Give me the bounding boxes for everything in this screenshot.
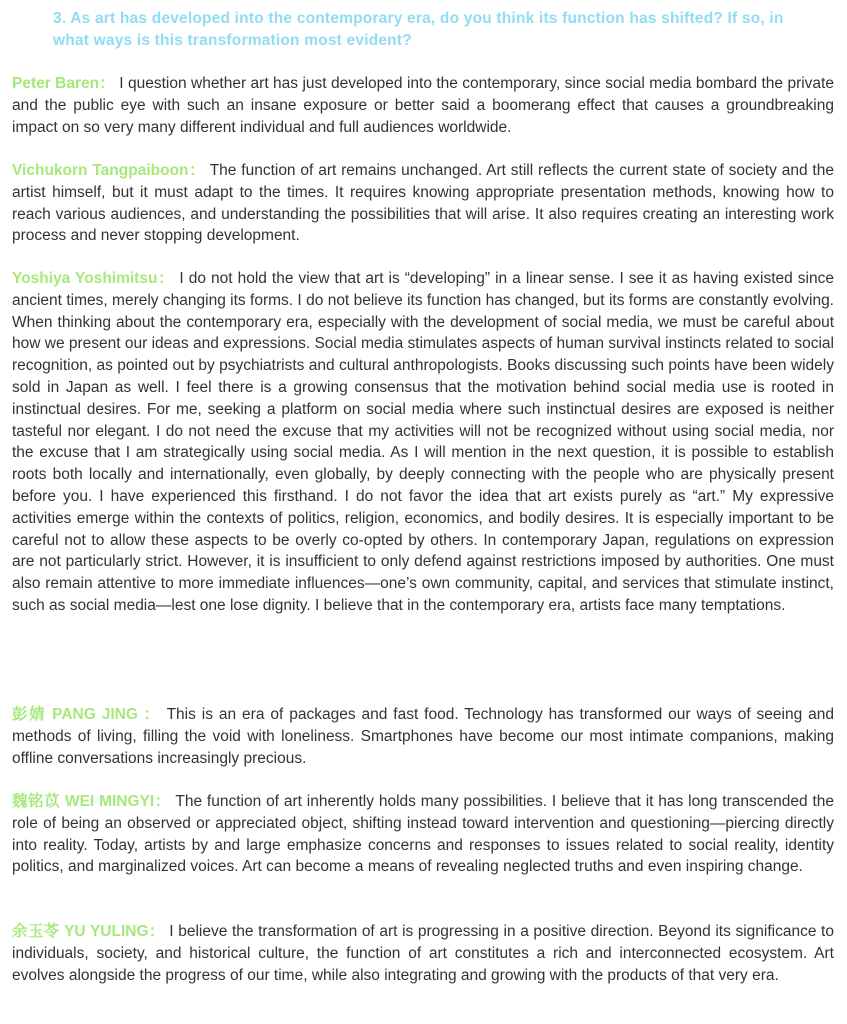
answer-text: I believe the transformation of art is progressing in a positive direction. Beyond its significance to individuals, society, and historical culture, the function of art constitutes a rich and interconnected ecosystem. Art evolves alongside the progress of our time, while also integrating and growing with the products of that very era. (12, 923, 834, 984)
answer-text: I question whether art has just developed into the contemporary, since social media bombard the private and the public eye with such an insane exposure or better said a boomerang effect that causes a groundbreaking impact on so very many different individual and full audiences worldwide. (12, 75, 834, 136)
answer-peter-baren (12, 73, 834, 138)
speaker-name: 彭婧 PANG JING (12, 706, 138, 723)
speaker-name: Vichukorn Tangpaiboon (12, 162, 189, 179)
speaker-name: Yoshiya Yoshimitsu (12, 270, 158, 287)
answer-pang-jing (12, 704, 834, 769)
answer-text: The function of art inherently holds many possibilities. I believe that it has long transcended the role of being an observed or appreciated object, shifting instead toward intervention and questioning—piercing directly into reality. Today, artists by and large emphasize concerns and responses to issues related to social reality, identity politics, and marginalized voices. Art can become a means of revealing neglected truths and even inspiring change. (12, 793, 834, 876)
speaker-separator: ： (188, 162, 206, 179)
speaker-separator: ： (148, 923, 165, 940)
speaker-name: 余玉苓 YU YULING (12, 923, 149, 940)
speaker-name: Peter Baren (12, 75, 100, 92)
speaker-name: 魏铭苡 WEI MINGYI (12, 793, 155, 810)
answer-text: The function of art remains unchanged. Art still reflects the current state of society and the artist himself, but it must adapt to the times. It requires knowing appropriate presentation methods, knowing how to reach various audiences, and understanding the possibilities that will arise. It also requires creating an interesting work process and never stopping development. (12, 162, 834, 245)
answer-yu-yuling (12, 921, 834, 986)
answer-vichukorn-tangpaiboon (12, 160, 834, 247)
question-heading: 3. As art has developed into the contemporary era, do you think its function has shifted? If so, in what ways is this transformation most evident? (53, 10, 784, 49)
speaker-separator: ： (157, 270, 175, 287)
answer-yoshiya-yoshimitsu (12, 268, 834, 617)
speaker-separator: ： (137, 706, 161, 723)
answer-text: This is an era of packages and fast food. Technology has transformed our ways of seeing and methods of living, filling the void with loneliness. Smartphones have become our most intimate companions, making offline conversations increasingly precious. (12, 706, 835, 767)
speaker-separator: ： (154, 793, 171, 810)
answer-wei-mingyi (12, 791, 834, 878)
answer-text: I do not hold the view that art is “developing” in a linear sense. I see it as having existed since ancient times, merely changing its forms. I do not believe its function has changed, but its forms are constantly evolving. When thinking about the contemporary era, especially with the development of social media, we must be careful about how we present our ideas and expressions. Social media stimulates aspects of human survival instincts related to social recognition, as pointed out by psychiatrists and cultural anthropologists. Books discussing such points have been widely sold in Japan as well. I feel there is a growing consensus that the motivation behind social media use is rooted in instinctual desires. For me, seeking a platform on social media where such instinctual desires are exposed is neither tasteful nor elegant. I do not need the excuse that my activities will not be recognized without using social media, nor the excuse that I am strategically using social media. As I will mention in the next question, it is possible to establish roots both locally and internationally, even globally, by deeply connecting with the people who are physically present before you. I have experienced this firsthand. I do not favor the idea that art exists purely as “art.” My expressive activities emerge within the contexts of politics, religion, economics, and bodily desires. It is especially important to be careful not to allow these aspects to be overly co-opted by others. In contemporary Japan, regulations on expression are not particularly strict. However, it is insufficient to only defend against restrictions imposed by authorities. One must also remain attentive to more immediate influences—one’s own community, capital, and services that stimulate instinct, such as social media—lest one lose dignity. I believe that in the contemporary era, artists face many temptations. (12, 270, 834, 614)
speaker-separator: ： (99, 75, 115, 92)
